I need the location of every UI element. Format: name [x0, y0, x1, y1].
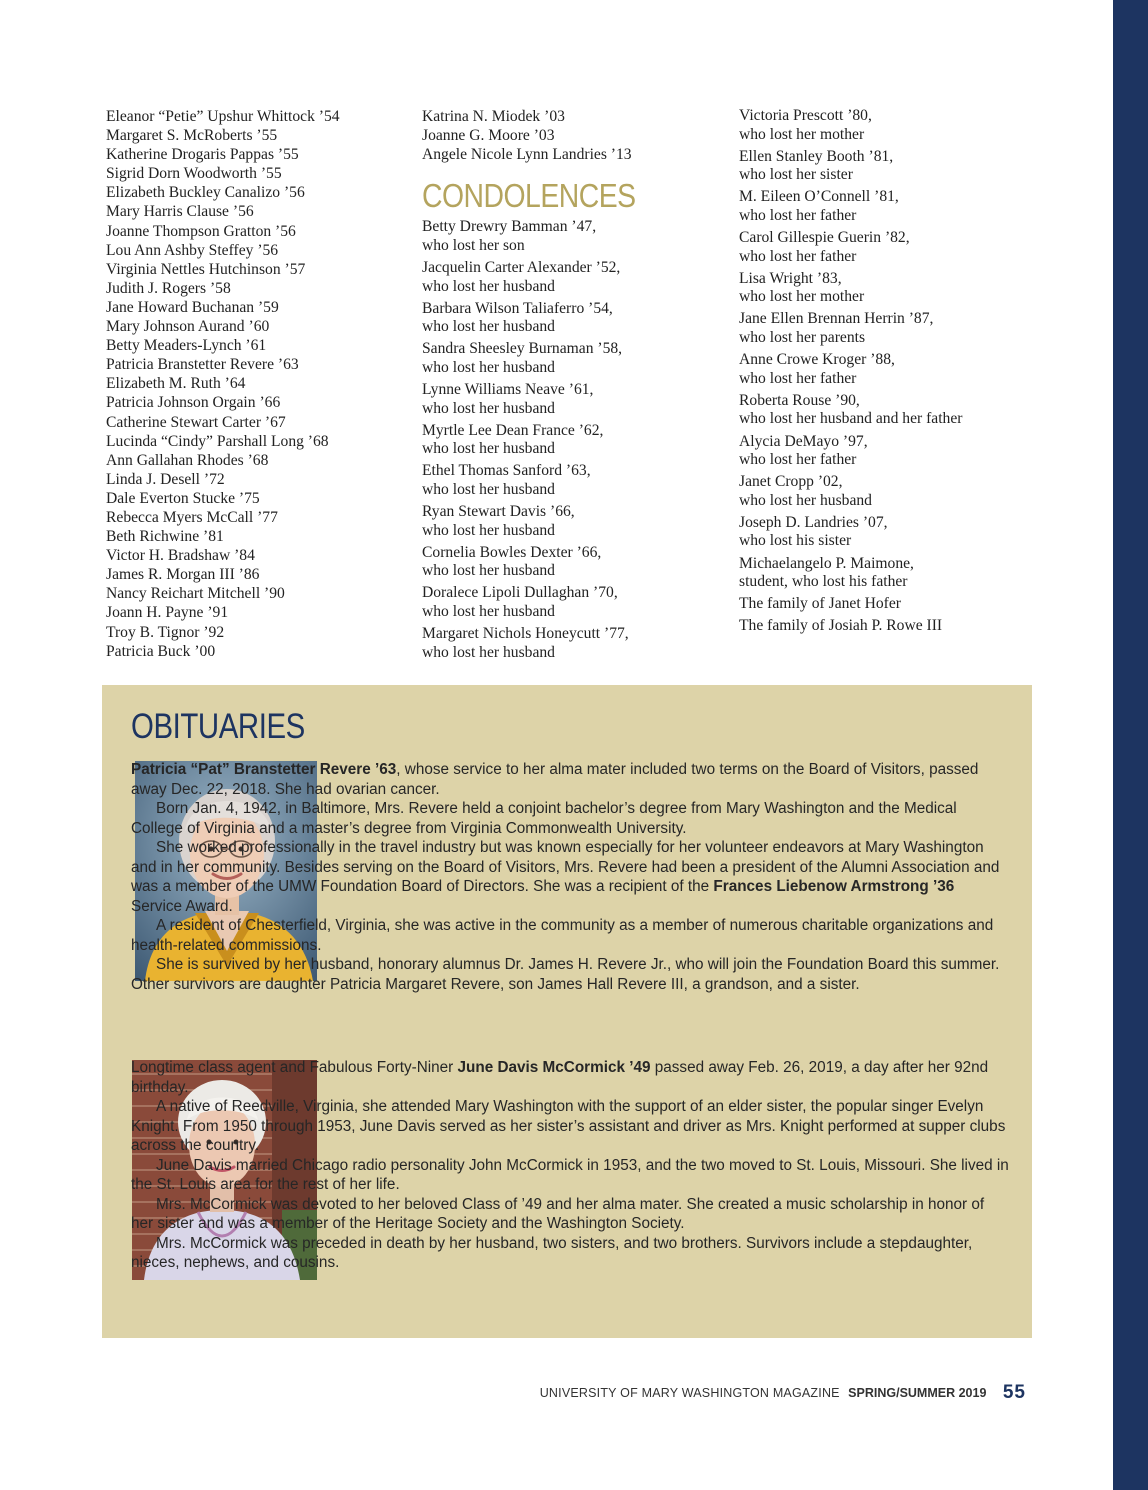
condolence-entry	[422, 503, 722, 540]
memoriam-name: Elizabeth M. Ruth ’64	[106, 375, 246, 393]
condolence-name: Cornelia Bowles Dexter ’66,	[422, 543, 602, 561]
condolence-name: Alycia DeMayo ’97,	[739, 432, 868, 450]
in-memoriam-column-1	[106, 107, 406, 661]
memoriam-name: Mary Johnson Aurand ’60	[106, 318, 270, 336]
obituary-paragraph: Mrs. McCormick was preceded in death by her husband, two sisters, and two brothers. Survivors include a stepdaughter, nieces, nephews, and cousins.	[131, 1234, 973, 1271]
memoriam-name: Katrina N. Miodek ’03	[422, 108, 565, 125]
condolences-heading: CONDOLENCES	[422, 177, 636, 215]
condolence-note: who lost her husband	[422, 440, 555, 458]
condolence-entry	[422, 462, 722, 499]
obituaries-section	[102, 685, 1032, 1338]
condolence-note: who lost her father	[739, 247, 857, 265]
condolences-column-3	[739, 107, 1069, 639]
condolence-name: Doralece Lipoli Dullaghan ’70,	[422, 584, 618, 602]
obituary-paragraph: June Davis married Chicago radio personality John McCormick in 1953, and the two moved to St. Louis, Missouri. She lived in the St. Louis area for the rest of her life.	[131, 1156, 1009, 1193]
condolence-name: Jacquelin Carter Alexander ’52,	[422, 258, 621, 276]
condolence-entry	[739, 514, 1069, 551]
condolences-list	[422, 218, 722, 662]
memoriam-name: Elizabeth Buckley Canalizo ’56	[106, 184, 305, 202]
memoriam-name: Patricia Branstetter Revere ’63	[106, 356, 299, 374]
obituary-mccormick	[131, 1058, 1009, 1273]
memoriam-name: Joanne G. Moore ’03	[422, 127, 555, 145]
memoriam-name: Sigrid Dorn Woodworth ’55	[106, 165, 282, 183]
condolence-entry	[739, 188, 1069, 225]
obituary-paragraph: A resident of Chesterfield, Virginia, she was active in the community as a member of numerous charitable organizations and health-related commissions.	[131, 917, 994, 954]
in-memoriam-list-continued	[422, 107, 722, 164]
obituary-paragraph: A native of Reedville, Virginia, she attended Mary Washington with the support of an elder sister, the popular singer Evelyn Knight. From 1950 through 1953, June Davis served as her sister’s assistant and driver as Mrs. Knight performed at supper clubs across the country.	[131, 1098, 1006, 1154]
condolence-note: who lost her husband	[422, 643, 555, 661]
condolence-name: Roberta Rouse ’90,	[739, 391, 860, 409]
obituary-text: passed away Feb. 26, 2019, a day after her 92nd birthday.	[131, 1059, 989, 1096]
condolence-entry	[739, 310, 1069, 347]
condolence-note: who lost her husband	[422, 562, 555, 580]
condolence-name: Ellen Stanley Booth ’81,	[739, 147, 894, 165]
memoriam-name: Nancy Reichart Mitchell ’90	[106, 585, 285, 603]
condolence-note: who lost her husband	[422, 603, 555, 621]
memoriam-name: Joann H. Payne ’91	[106, 604, 229, 622]
memoriam-name: Betty Meaders-Lynch ’61	[106, 337, 267, 355]
condolence-name: Carol Gillespie Guerin ’82,	[739, 229, 910, 247]
magazine-title: UNIVERSITY OF MARY WASHINGTON MAGAZINE	[539, 1386, 840, 1400]
condolence-note: who lost her husband and her father	[739, 410, 963, 428]
memoriam-name: Joanne Thompson Gratton ’56	[106, 222, 296, 240]
condolence-name: The family of Josiah P. Rowe III	[739, 617, 943, 635]
condolence-entry	[422, 544, 722, 581]
memoriam-name: Patricia Johnson Orgain ’66	[106, 394, 281, 412]
condolence-name: Jane Ellen Brennan Herrin ’87,	[739, 310, 934, 328]
condolences-column-2	[422, 107, 722, 666]
obituary-name-mccormick: June Davis McCormick ’49	[457, 1059, 651, 1076]
condolence-name: Margaret Nichols Honeycutt ’77,	[422, 625, 629, 643]
memoriam-name: Judith J. Rogers ’58	[106, 279, 231, 297]
memoriam-name: Angele Nicole Lynn Landries ’13	[422, 146, 632, 164]
condolence-entry	[422, 584, 722, 621]
condolence-entry	[422, 218, 722, 255]
memoriam-name: Mary Harris Clause ’56	[106, 203, 254, 221]
condolence-entry	[422, 381, 722, 418]
condolence-entry	[739, 107, 1069, 144]
page-number: 55	[1002, 1382, 1026, 1403]
condolence-name: Ethel Thomas Sanford ’63,	[422, 462, 591, 480]
condolence-entry	[422, 300, 722, 337]
condolence-note: who lost her husband	[739, 491, 872, 509]
obituary-text: Longtime class agent and Fabulous Forty-Niner	[131, 1059, 458, 1076]
condolence-note: who lost her husband	[422, 318, 555, 336]
condolence-note: who lost her father	[739, 369, 857, 387]
condolence-note: who lost her son	[422, 236, 525, 254]
condolence-entry	[422, 340, 722, 377]
condolence-note: who lost her father	[739, 206, 857, 224]
condolence-entry	[739, 270, 1069, 307]
condolence-note: student, who lost his father	[739, 573, 908, 591]
condolence-name: Myrtle Lee Dean France ’62,	[422, 421, 604, 439]
obituary-paragraph: She is survived by her husband, honorary alumnus Dr. James H. Revere Jr., who will join the Foundation Board this summer. Other survivors are daughter Patricia Margaret Revere, son James Hall Revere III, a grandson, and a sister.	[131, 956, 1000, 993]
condolence-entry	[422, 422, 722, 459]
memoriam-name: Beth Richwine ’81	[106, 528, 224, 546]
condolence-note: who lost her mother	[739, 288, 865, 306]
memoriam-name: Katherine Drogaris Pappas ’55	[106, 146, 299, 164]
condolence-name: Anne Crowe Kroger ’88,	[739, 351, 895, 369]
page-footer	[540, 1381, 1026, 1403]
condolence-name: Victoria Prescott ’80,	[739, 107, 872, 124]
condolence-name: Betty Drewry Bamman ’47,	[422, 218, 597, 236]
memoriam-name: Virginia Nettles Hutchinson ’57	[106, 260, 306, 278]
memoriam-name: Jane Howard Buchanan ’59	[106, 298, 279, 316]
condolence-entry	[739, 555, 1069, 592]
condolence-entry	[739, 433, 1069, 470]
condolence-note: who lost her sister	[739, 166, 853, 184]
condolence-note: who lost her father	[739, 451, 857, 469]
condolence-note: who lost his sister	[739, 532, 852, 550]
page-edge-bar	[1113, 0, 1148, 1490]
memoriam-name: Linda J. Desell ’72	[106, 470, 225, 488]
obituary-name-revere: Patricia “Pat” Branstetter Revere ’63	[131, 761, 397, 778]
condolence-name: Ryan Stewart Davis ’66,	[422, 503, 575, 521]
obituary-paragraph: Born Jan. 4, 1942, in Baltimore, Mrs. Revere held a conjoint bachelor’s degree from Mary Washington and the Medical College of Virginia and a master’s degree from Virginia Commonwealth University.	[131, 800, 957, 837]
condolence-note: who lost her husband	[422, 277, 555, 295]
memoriam-name: Eleanor “Petie” Upshur Whittock ’54	[106, 108, 340, 125]
memoriam-name: Rebecca Myers McCall ’77	[106, 508, 278, 526]
award-name: Frances Liebenow Armstrong ’36	[713, 878, 955, 895]
memoriam-name: Patricia Buck ’00	[106, 642, 216, 660]
obituary-text: She worked professionally in the travel industry but was known especially for her volunteer endeavors at Mary Washington and in her community. Besides serving on the Board of Visitors, Mrs. Revere had been a president of the Alumni Association and was a member of the UMW Foundation Board of Directors. She was a recipient of the	[131, 839, 1000, 895]
condolence-entry	[422, 259, 722, 296]
memoriam-name: Catherine Stewart Carter ’67	[106, 413, 286, 431]
condolence-name: Janet Cropp ’02,	[739, 473, 843, 491]
condolence-note: who lost her husband	[422, 358, 555, 376]
issue-season: SPRING/SUMMER 2019	[848, 1386, 987, 1400]
memoriam-name: Lucinda “Cindy” Parshall Long ’68	[106, 432, 329, 450]
memoriam-name: Troy B. Tignor ’92	[106, 623, 225, 641]
obituaries-heading: OBITUARIES	[131, 707, 305, 746]
condolence-entry	[739, 473, 1069, 510]
obituary-revere	[131, 760, 1009, 994]
condolence-note: who lost her husband	[422, 481, 555, 498]
condolence-entry	[739, 229, 1069, 266]
memoriam-name: Lou Ann Ashby Steffey ’56	[106, 241, 279, 259]
condolence-name: Sandra Sheesley Burnaman ’58,	[422, 340, 623, 358]
condolence-name: Michaelangelo P. Maimone,	[739, 554, 914, 572]
condolence-entry	[739, 595, 1069, 614]
condolence-entry	[739, 351, 1069, 388]
condolence-note: who lost her husband	[422, 399, 555, 417]
obituary-text: , whose service to her alma mater included two terms on the Board of Visitors, passed away Dec. 22, 2018. She had ovarian cancer.	[131, 761, 979, 798]
memoriam-name: Victor H. Bradshaw ’84	[106, 547, 255, 565]
condolence-entry	[739, 148, 1069, 185]
condolence-name: M. Eileen O’Connell ’81,	[739, 188, 899, 206]
condolence-name: The family of Janet Hofer	[739, 595, 901, 613]
condolence-name: Lynne Williams Neave ’61,	[422, 381, 594, 399]
condolence-entry	[739, 392, 1069, 429]
condolence-entry	[422, 625, 722, 662]
condolence-note: who lost her parents	[739, 329, 866, 347]
condolence-name: Barbara Wilson Taliaferro ’54,	[422, 299, 613, 317]
condolence-note: who lost her husband	[422, 521, 555, 539]
memoriam-name: Margaret S. McRoberts ’55	[106, 127, 278, 145]
obituary-paragraph: Mrs. McCormick was devoted to her beloved Class of ’49 and her alma mater. She created a music scholarship in honor of her sister and was a member of the Heritage Society and the Washington Society.	[131, 1195, 985, 1232]
condolence-name: Lisa Wright ’83,	[739, 269, 842, 287]
memoriam-name: Dale Everton Stucke ’75	[106, 489, 260, 507]
condolence-note: who lost her mother	[739, 125, 865, 143]
condolence-entry	[739, 617, 1069, 636]
obituary-text: Service Award.	[131, 897, 233, 915]
condolence-name: Joseph D. Landries ’07,	[739, 513, 888, 531]
memoriam-name: James R. Morgan III ’86	[106, 566, 260, 584]
memoriam-name: Ann Gallahan Rhodes ’68	[106, 451, 269, 469]
